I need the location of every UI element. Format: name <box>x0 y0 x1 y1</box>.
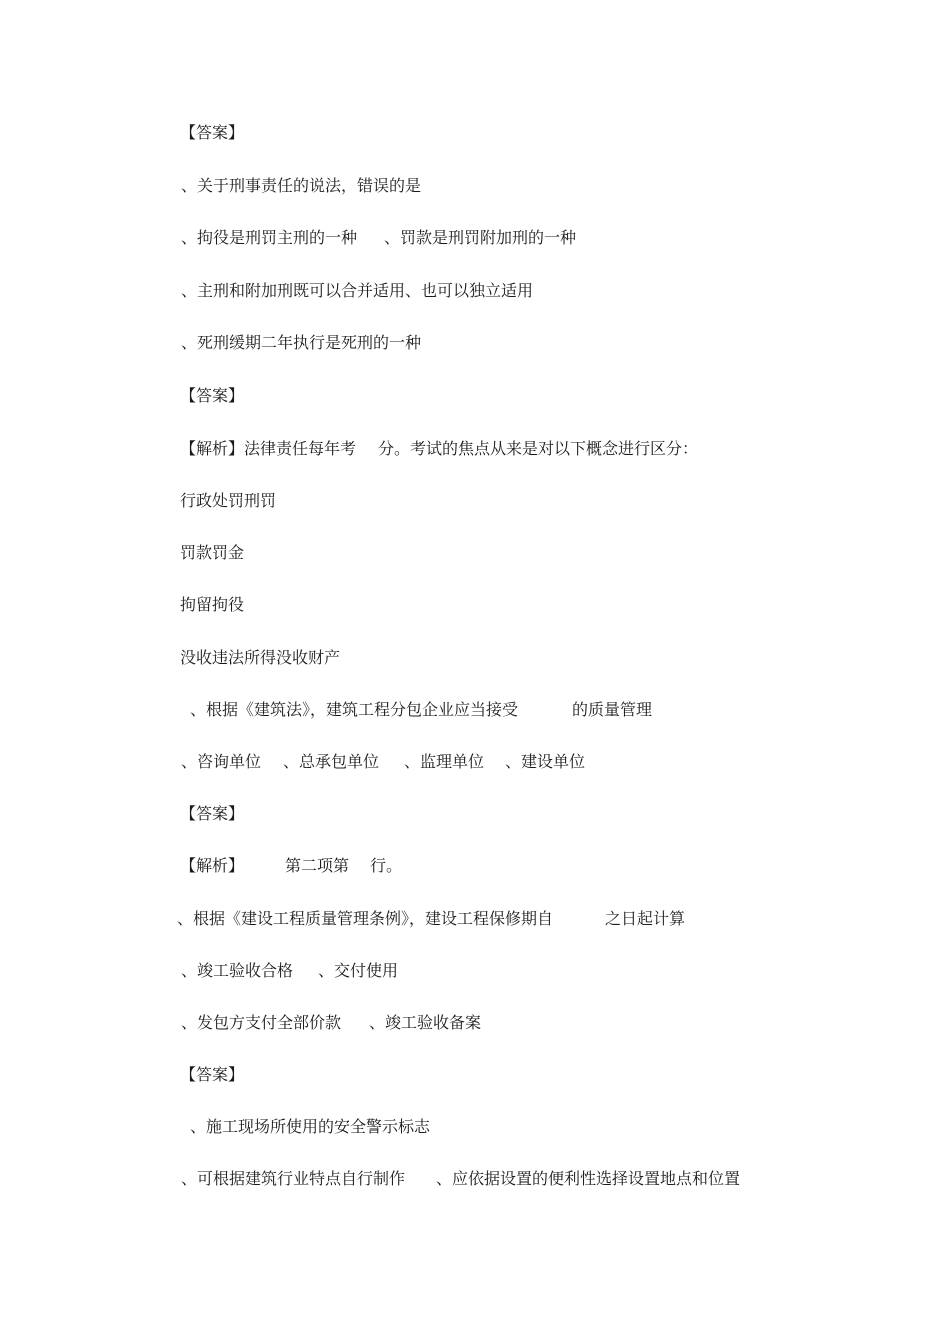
line-text: 、咨询单位 <box>181 752 262 771</box>
line-text: 、根据《建设工程质量管理条例》，建设工程保修期自 <box>177 909 554 928</box>
line-text: 、竣工验收备案 <box>369 1013 482 1032</box>
line-text: 【答案】 <box>180 1065 245 1084</box>
line-text: 、施工现场所使用的安全警示标志 <box>190 1117 431 1136</box>
line-text: 【解析】法律责任每年考 <box>180 439 357 458</box>
line-text: 拘留拘役 <box>180 595 245 614</box>
line-text: 罚款罚金 <box>180 543 245 562</box>
line-text: 、拘役是刑罚主刑的一种 <box>181 228 358 247</box>
line-text: 【答案】 <box>180 804 245 823</box>
line-text: 没收违法所得没收财产 <box>180 648 341 667</box>
line-text: 、竣工验收合格 <box>181 961 294 980</box>
line-text: 之日起计算 <box>605 909 686 928</box>
line-text: 、总承包单位 <box>283 752 380 771</box>
line-text: 【解析】 <box>180 856 245 875</box>
line-text: 的质量管理 <box>572 700 653 719</box>
line-text: 【答案】 <box>180 123 245 142</box>
line-text: 、监理单位 <box>404 752 485 771</box>
line-text: 【答案】 <box>180 386 245 405</box>
line-text: 行。 <box>370 856 403 875</box>
line-text: 、关于刑事责任的说法，错误的是 <box>181 176 422 195</box>
line-text: 、建设单位 <box>505 752 586 771</box>
line-text: 、可根据建筑行业特点自行制作 <box>181 1169 406 1188</box>
line-text: 、罚款是刑罚附加刑的一种 <box>384 228 577 247</box>
line-text: 行政处罚刑罚 <box>180 491 277 510</box>
line-text: 第二项第 <box>285 856 350 875</box>
line-text: 、死刑缓期二年执行是死刑的一种 <box>181 333 422 352</box>
line-text: 、应依据设置的便利性选择设置地点和位置 <box>436 1169 741 1188</box>
line-text: 分。考试的焦点从来是对以下概念进行区分： <box>378 439 699 458</box>
line-text: 、发包方支付全部价款 <box>181 1013 342 1032</box>
line-text: 、根据《建筑法》，建筑工程分包企业应当接受 <box>190 700 519 719</box>
line-text: 、主刑和附加刑既可以合并适用、也可以独立适用 <box>181 281 534 300</box>
line-text: 、交付使用 <box>318 961 399 980</box>
